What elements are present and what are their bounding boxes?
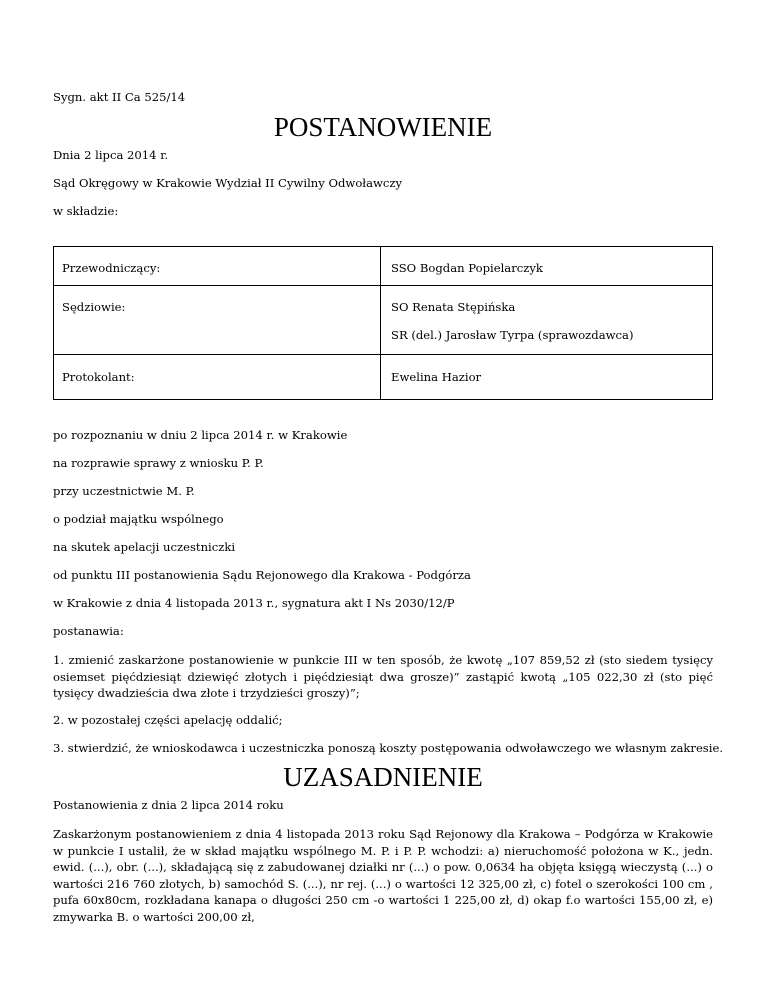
proceedings-line: w Krakowie z dnia 4 listopada 2013 r., sygnatura akt I Ns 2030/12/P — [53, 596, 455, 610]
ruling-2: 2. w pozostałej części apelację oddalić; — [53, 713, 283, 727]
chair-value: SSO Bogdan Popielarczyk — [391, 261, 543, 275]
composition-table — [53, 246, 713, 400]
composition-intro: w składzie: — [53, 204, 119, 218]
judge-1: SO Renata Stępińska — [391, 300, 516, 314]
proceedings-line: o podział majątku wspólnego — [53, 512, 224, 526]
proceedings-line: na rozprawie sprawy z wniosku P. P. — [53, 456, 264, 470]
table-divider — [54, 354, 712, 355]
ruling-1: 1. zmienić zaskarżone postanowienie w punkcie III w ten sposób, że kwotę „107 859,52 zł (sto siedem tysięcy osiemset pięćdziesiąt dziewięć złotych i pięćdziesiąt dwa grosze)” zastąpić kwotą „105 022,30 zł (sto pięć tysięcy dwadzieścia dwa złote i trzydzieści groszy)”; — [53, 653, 713, 700]
judges-label: Sędziowie: — [62, 300, 126, 314]
judge-2: SR (del.) Jarosław Tyrpa (sprawozdawca) — [391, 328, 634, 342]
court-name: Sąd Okręgowy w Krakowie Wydział II Cywilny Odwoławczy — [53, 176, 403, 190]
table-divider — [380, 247, 381, 399]
document-title: POSTANOWIENIE — [273, 112, 493, 142]
justification-title: UZASADNIENIE — [283, 762, 483, 792]
ruling-3: 3. stwierdzić, że wnioskodawca i uczestniczka ponoszą koszty postępowania odwoławczego we własnym zakresie. — [53, 741, 724, 755]
clerk-value: Ewelina Hazior — [391, 370, 482, 384]
case-reference: Sygn. akt II Ca 525/14 — [53, 90, 186, 104]
proceedings-line: po rozpoznaniu w dniu 2 lipca 2014 r. w Krakowie — [53, 428, 348, 442]
justification-subtitle: Postanowienia z dnia 2 lipca 2014 roku — [53, 798, 284, 812]
proceedings-line: od punktu III postanowienia Sądu Rejonowego dla Krakowa - Podgórza — [53, 568, 471, 582]
clerk-label: Protokolant: — [62, 370, 135, 384]
proceedings-line: postanawia: — [53, 624, 124, 638]
justification-paragraph: Zaskarżonym postanowieniem z dnia 4 listopada 2013 roku Sąd Rejonowy dla Krakowa – Podgórza w Krakowie w punkcie I ustalił, że w skład majątku wspólnego M. P. i P. P. wchodzi: a) nieruchomość położona w K., jedn. ewid. (...), obr. (...), składającą się z zabudowanej działki nr (...) o pow. 0,0634 ha objęta księgą wieczystą (...) o wartości 216 760 złotych, b) samochód S. (...), nr rej. (...) o wartości 12 325,00 zł, c) fotel o szerokości 100 cm , pufa 60x80cm, rozkładana kanapa o długości 250 cm -o wartości 1 225,00 zł, d) okap f.o wartości 155,00 zł, e) zmywarka B. o wartości 200,00 zł, — [53, 827, 713, 924]
table-divider — [54, 285, 712, 286]
proceedings-line: na skutek apelacji uczestniczki — [53, 540, 236, 554]
decision-date: Dnia 2 lipca 2014 r. — [53, 148, 169, 162]
chair-label: Przewodniczący: — [62, 261, 161, 275]
proceedings-line: przy uczestnictwie M. P. — [53, 484, 195, 498]
